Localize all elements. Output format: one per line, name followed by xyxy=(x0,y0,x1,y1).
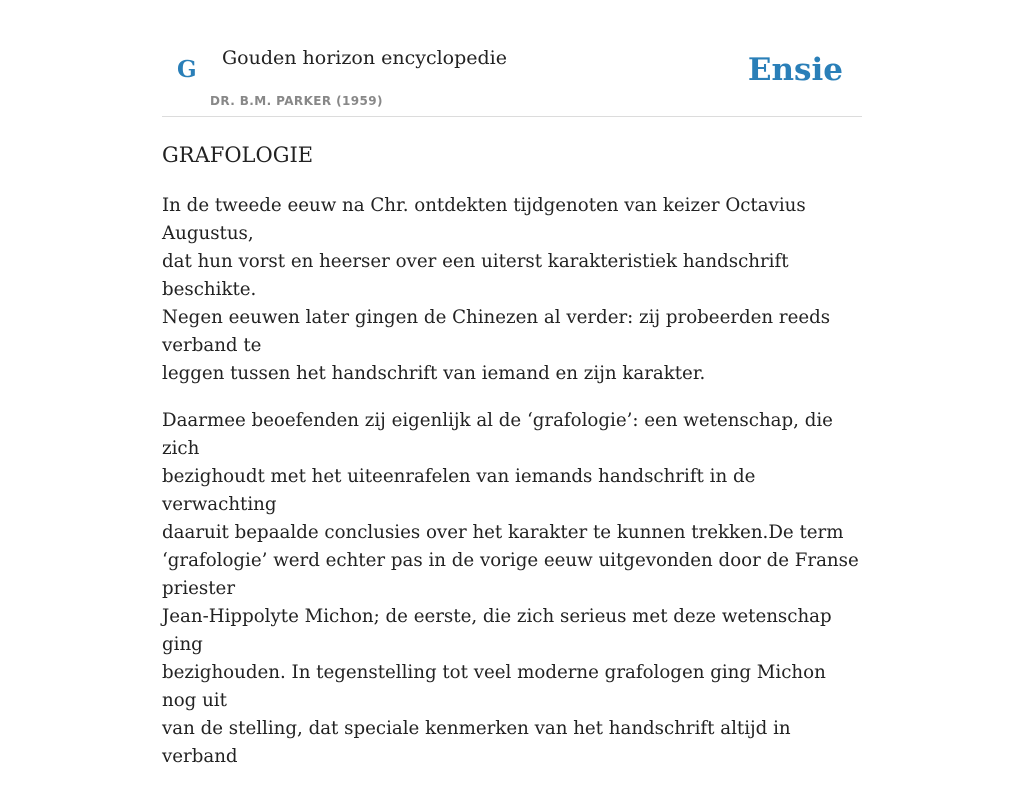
book-logo-icon[interactable]: G xyxy=(177,56,197,83)
header xyxy=(162,0,862,117)
page-container xyxy=(162,0,862,767)
entry-content xyxy=(162,192,862,790)
book-title-link[interactable]: Gouden horizon encyclopedie xyxy=(222,47,507,69)
ensie-logo-link[interactable]: Ensie xyxy=(747,52,843,88)
entry-paragraph: In de tweede eeuw na Chr. ontdekten tijdgenoten van keizer Octavius Augustus, dat hun vorst en heerser over een uiterst karakteristiek handschrift beschikte. Negen eeuwen later gingen de Chinezen al verder: zij probeerden reeds verband te leggen tussen het handschrift van iemand en zijn karakter. xyxy=(162,195,831,384)
book-author: DR. B.M. PARKER (1959) xyxy=(210,94,383,108)
entry-title: GRAFOLOGIE xyxy=(162,143,314,167)
entry-paragraph: Daarmee beoefenden zij eigenlijk al de ‘grafologie’: een wetenschap, die zich bezighoudt met het uiteenrafelen van iemands handschrift in de verwachting daaruit bepaalde conclusies over het karakter te kunnen trekken.De term ‘grafologie’ werd echter pas in de vorige eeuw uitgevonden door de Franse priester Jean-Hippolyte Michon; de eerste, die zich serieus met deze wetenschap ging bezighouden. In tegenstelling tot veel moderne grafologen ging Michon nog uit van de stelling, dat speciale kenmerken van het handschrift altijd in verband xyxy=(162,410,859,767)
